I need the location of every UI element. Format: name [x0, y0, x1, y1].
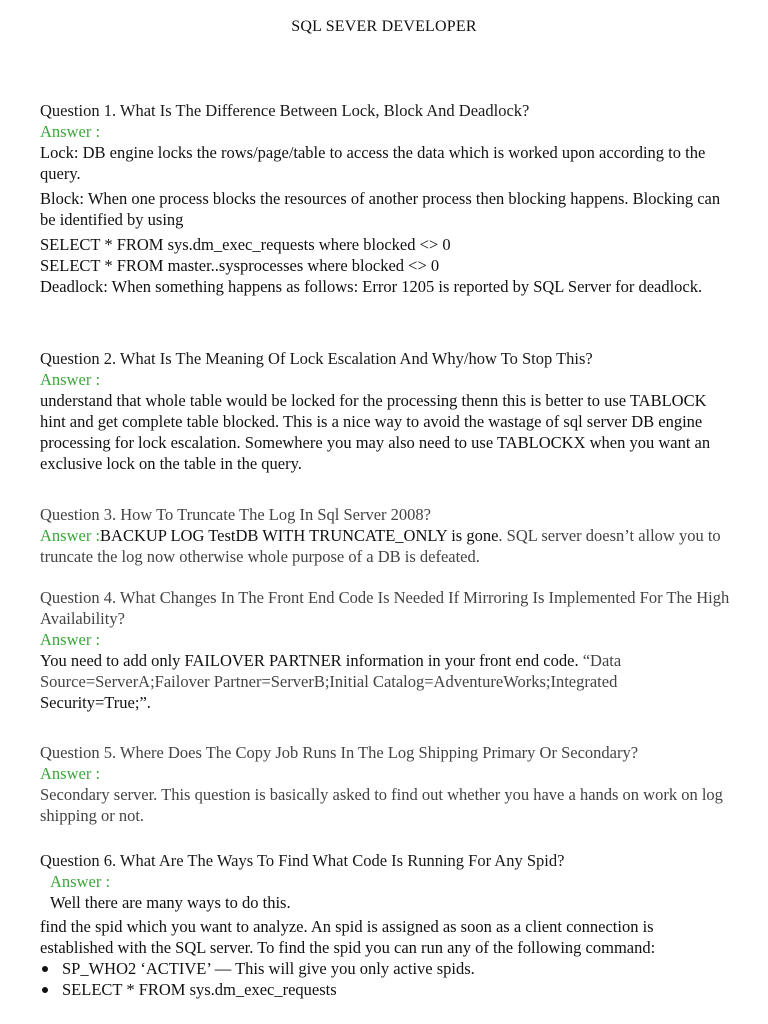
answer-3-emphasis: BACKUP LOG TestDB WITH TRUNCATE_ONLY is gone [100, 526, 499, 545]
answer-2-text: understand that whole table would be locked for the processing thenn this is better to use TABLOCK hint and get complete table blocked. This is a nice way to avoid the wastage of sql server DB engine processing for lock escalation. Somewhere you may also need to use TABLOCKX when you want an exclusive lock on the table in the query. [40, 391, 711, 473]
question-3-heading: Question 3. How To Truncate The Log In Sql Server 2008? [40, 505, 431, 524]
answer-label: Answer : [40, 370, 101, 389]
answer-4-connection-string: “Data Source=ServerA;Failover Partner=ServerB;Initial Catalog=AdventureWorks;Integrated [40, 651, 622, 691]
question-block-1 [40, 100, 730, 297]
answer-6-intro: Well there are many ways to do this. [50, 893, 291, 912]
answer-3-text [40, 525, 730, 567]
question-6-heading: Question 6. What Are The Ways To Find What Code Is Running For Any Spid? [40, 851, 565, 870]
answer-5-text: Secondary server. This question is basically asked to find out whether you have a hands on work on log shipping or not. [40, 785, 723, 825]
answer-3-rest: . SQL server doesn’t allow you to truncate the log now otherwise whole purpose of a DB is defeated. [40, 526, 721, 566]
list-item [40, 979, 730, 1000]
question-4-heading: Question 4. What Changes In The Front End Code Is Needed If Mirroring Is Implemented For The High Availability? [40, 588, 730, 628]
answer-label: Answer : [40, 630, 101, 649]
answer-1-paragraph-block: Block: When one process blocks the resources of another process then blocking happens. Blocking can be identified by using [40, 189, 721, 229]
list-item [40, 958, 730, 979]
command-description: SELECT * FROM sys.dm_exec_requests [62, 980, 337, 999]
answer-4-connection-tail: Security=True;”. [40, 693, 151, 712]
answer-4-text [40, 650, 730, 713]
answer-1-code-line: SELECT * FROM sys.dm_exec_requests where blocked <> 0 [40, 235, 451, 254]
answer-4-emphasis: You need to add only FAILOVER PARTNER information in your front end code. [40, 651, 579, 670]
answer-1-paragraph-deadlock: Deadlock: When something happens as follows: Error 1205 is reported by SQL Server for deadlock. [40, 277, 703, 296]
command-description: — This will give you only active spids. [210, 959, 475, 978]
command-list [40, 958, 730, 1000]
answer-label: Answer : [40, 526, 101, 545]
document-title: SQL SEVER DEVELOPER [291, 18, 477, 35]
answer-1-paragraph-lock: Lock: DB engine locks the rows/page/table to access the data which is worked upon according to the query. [40, 143, 706, 183]
question-block-5 [40, 742, 730, 826]
question-block-2 [40, 348, 730, 474]
bullet-icon [42, 966, 48, 972]
question-1-heading: Question 1. What Is The Difference Between Lock, Block And Deadlock? [40, 101, 530, 120]
command-name: SP_WHO2 ‘ACTIVE’ [62, 959, 211, 978]
bullet-icon [42, 987, 48, 993]
answer-label: Answer : [40, 122, 101, 141]
question-5-heading: Question 5. Where Does The Copy Job Runs In The Log Shipping Primary Or Secondary? [40, 743, 639, 762]
answer-1-code-line: SELECT * FROM master..sysprocesses where blocked <> 0 [40, 256, 440, 275]
question-block-3 [40, 504, 730, 567]
question-2-heading: Question 2. What Is The Meaning Of Lock Escalation And Why/how To Stop This? [40, 349, 593, 368]
question-block-6 [40, 850, 730, 1000]
question-block-4 [40, 587, 730, 713]
answer-label: Answer : [50, 872, 111, 891]
answer-label: Answer : [40, 764, 101, 783]
answer-6-text: find the spid which you want to analyze. An spid is assigned as soon as a client connection is established with the SQL server. To find the spid you can run any of the following command: [40, 917, 656, 957]
